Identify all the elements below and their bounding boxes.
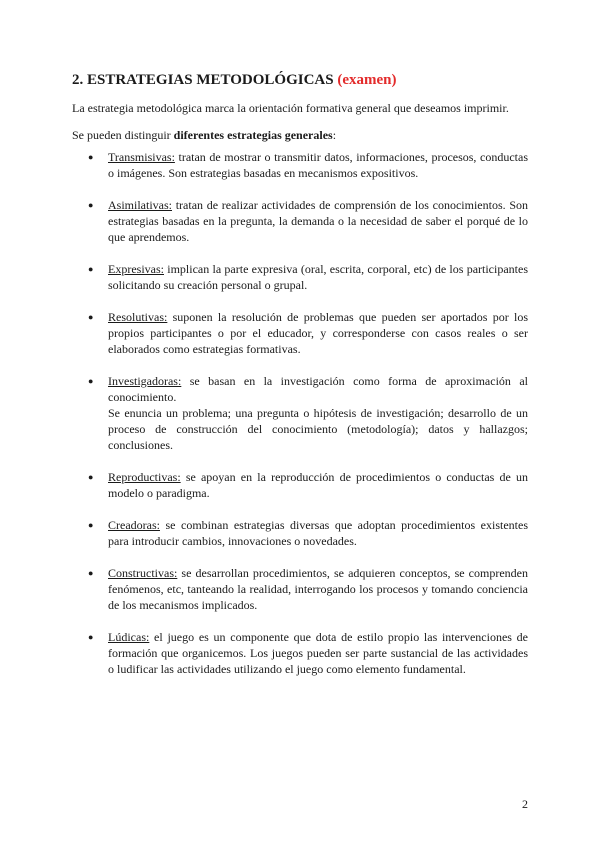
- bullet-icon: ●: [88, 632, 94, 642]
- list-item-asimilativas: [72, 197, 528, 245]
- bullet-icon: ●: [88, 312, 94, 322]
- item-term: Reproductivas:: [108, 470, 181, 484]
- item-term: Transmisivas:: [108, 150, 175, 164]
- bullet-icon: ●: [88, 472, 94, 482]
- item-text: se combinan estrategias diversas que adoptan procedimientos existentes para introducir cambios, innovaciones o novedades.: [108, 518, 528, 548]
- list-item-creadoras: [72, 517, 528, 549]
- item-text: suponen la resolución de problemas que pueden ser aportados por los propios participantes o por el educador, y corresponderse con casos reales o ser elaborados como estrategias formativas.: [108, 310, 528, 356]
- intro-paragraph: La estrategia metodológica marca la orientación formativa general que deseamos imprimir.: [72, 101, 509, 115]
- bullet-icon: ●: [88, 152, 94, 162]
- document-page: [72, 70, 528, 693]
- list-item-constructivas: [72, 565, 528, 613]
- lead-paragraph: [72, 127, 528, 143]
- item-term: Resolutivas:: [108, 310, 168, 324]
- item-term: Constructivas:: [108, 566, 178, 580]
- item-text: implican la parte expresiva (oral, escrita, corporal, etc) de los participantes solicitando su creación personal o grupal.: [108, 262, 528, 292]
- bullet-icon: ●: [88, 200, 94, 210]
- lead-suffix: :: [332, 128, 337, 142]
- bullet-icon: ●: [88, 376, 94, 386]
- page-number: 2: [522, 797, 528, 811]
- item-text: tratan de realizar actividades de comprensión de los conocimientos. Son estrategias basadas en la pregunta, la demanda o la necesidad de saber el porqué de lo que aprendemos.: [108, 198, 528, 244]
- item-term: Expresivas:: [108, 262, 164, 276]
- list-item-investigadoras: [72, 373, 528, 453]
- exam-tag: (examen): [337, 72, 397, 88]
- strategy-list: [72, 149, 528, 677]
- item-text: se apoyan en la reproducción de procedimientos o conductas de un modelo o paradigma.: [108, 470, 528, 500]
- bullet-icon: ●: [88, 568, 94, 578]
- item-text: el juego es un componente que dota de estilo propio las intervenciones de formación que organicemos. Los juegos pueden ser parte sustancial de las actividades o ludificar las actividades utilizando el juego como elemento fundamental.: [108, 630, 528, 676]
- item-term: Creadoras:: [108, 518, 160, 532]
- lead-prefix: Se pueden distinguir: [72, 128, 174, 142]
- list-item-expresivas: [72, 261, 528, 293]
- list-item-transmisivas: [72, 149, 528, 181]
- section-heading: [72, 70, 528, 90]
- item-term: Investigadoras:: [108, 374, 182, 388]
- item-text: tratan de mostrar o transmitir datos, informaciones, procesos, conductas o imágenes. Son estrategias basadas en mecanismos expositivos.: [108, 150, 528, 180]
- item-term: Asimilativas:: [108, 198, 172, 212]
- section-title: 2. ESTRATEGIAS METODOLÓGICAS: [72, 72, 334, 88]
- list-item-resolutivas: [72, 309, 528, 357]
- list-item-reproductivas: [72, 469, 528, 501]
- item-term: Lúdicas:: [108, 630, 150, 644]
- list-item-ludicas: [72, 629, 528, 677]
- item-text: se desarrollan procedimientos, se adquieren conceptos, se comprenden fenómenos, etc, tanteando la realidad, interrogando los procesos y tomando conciencia de los mecanismos implicados.: [108, 566, 528, 612]
- item-text: se basan en la investigación como forma de aproximación al conocimiento.: [108, 374, 528, 404]
- bullet-icon: ●: [88, 264, 94, 274]
- bullet-icon: ●: [88, 520, 94, 530]
- lead-bold: diferentes estrategias generales: [173, 128, 333, 142]
- item-extra-text: Se enuncia un problema; una pregunta o hipótesis de investigación; desarrollo de un proceso de construcción del conocimiento (metodología); datos y hallazgos; conclusiones.: [108, 406, 528, 452]
